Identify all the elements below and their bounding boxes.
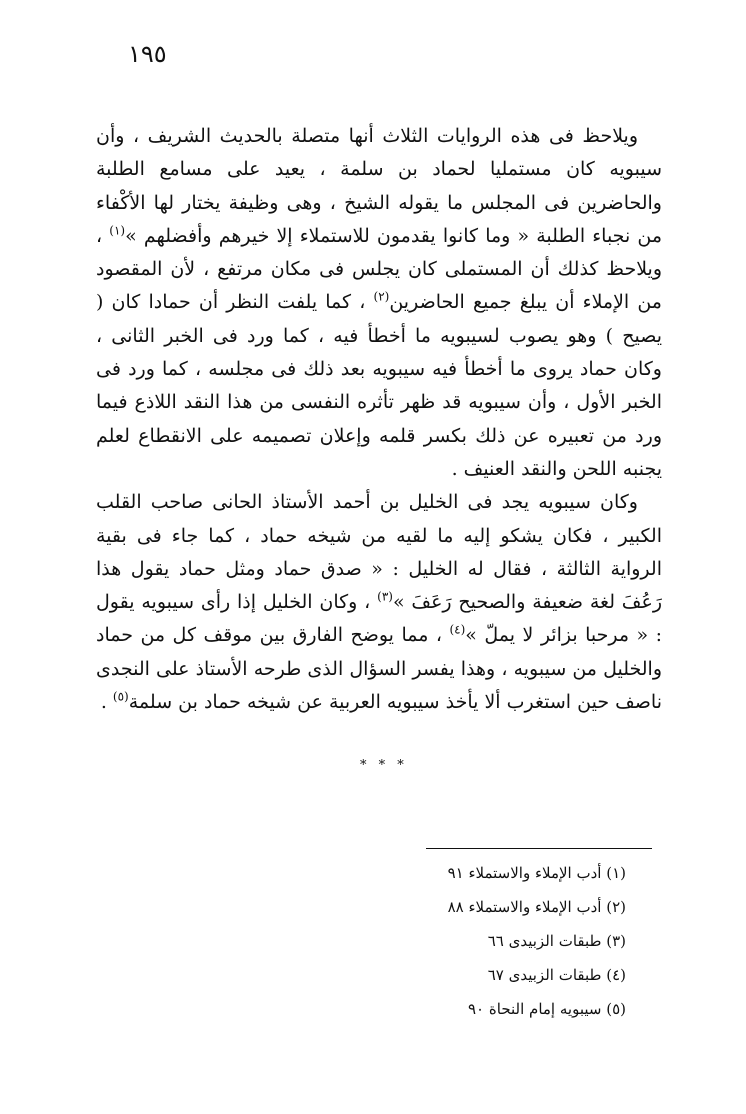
footnote: (١) أدب الإملاء والاستملاء ٩١ (447, 864, 626, 882)
paragraph (96, 486, 662, 719)
footnote-ref: (٥) (112, 689, 129, 704)
footnote-ref: (١) (109, 223, 126, 238)
footnote: (٤) طبقات الزبيدى ٦٧ (487, 966, 626, 984)
footnote-divider (426, 848, 652, 849)
text-segment: ، كما يلفت النظر أن حمادا كان ( يصيح ) وهو يصوب لسيبويه ما أخطأ فيه ، كما ورد فى الخبر الثانى ، وكان حماد يروى ما أخطأ فيه سيبويه بعد ذلك فى مجلسه ، كما ورد فى الخبر الأول ، وأن سيبويه قد ظهر تأثره النفسى من هذا النقد اللاذع فيما ورد من تعبيره عن ذلك بكسر قلمه وإعلان تصميمه على الانقطاع لعلم يجنبه اللحن والنقد العنيف . (96, 291, 662, 480)
section-separator: * * * (360, 758, 408, 773)
footnote: (٣) طبقات الزبيدى ٦٦ (487, 932, 626, 950)
text-segment: ، وكان الخليل إذا رأى سيبويه يقول : « مرحبا بزائر لا يملّ » (96, 591, 663, 647)
text-segment: . (100, 691, 113, 714)
footnote-ref: (٣) (377, 589, 393, 604)
text-segment: وكان سيبويه يجد فى الخليل بن أحمد الأستاذ الحانى صاحب القلب الكبير ، فكان يشكو إليه ما لقيه من شيخه حماد ، كما جاء فى بقية الرواية الثالثة ، فقال له الخليل : « صدق حماد ومثل حماد يقول هذا رَعُفَ لغة ضعيفة والصحيح رَعَفَ » (96, 491, 662, 614)
footnotes (400, 856, 626, 1026)
paragraph (96, 120, 662, 486)
footnote-ref: (٢) (373, 290, 390, 305)
footnote-ref: (٤) (449, 623, 466, 638)
text-segment: ويلاحظ فى هذه الروايات الثلاث أنها متصلة بالحديث الشريف ، وأن سيبويه كان مستمليا لحماد بن سلمة ، يعيد على مسامع الطلبة والحاضرين فى المجلس ما يقوله الشيخ ، وهى وظيفة يختار لها الأكْفاء من نجباء الطلبة « وما كانوا يقدمون للاستملاء إلا خيرهم وأفضلهم » (96, 125, 663, 247)
footnote: (٥) سيبويه إمام النحاة ٩٠ (468, 1000, 626, 1018)
page-number: ١٩٥ (128, 40, 167, 68)
text-segment: ، مما يوضح الفارق بين موقف كل من حماد والخليل من سيبويه ، وهذا يفسر السؤال الذى طرحه الأستاذ على النجدى ناصف حين استغرب ألا يأخذ سيبويه العربية عن شيخه حماد بن سلمة (96, 624, 662, 714)
text-segment: ، ويلاحظ كذلك أن المستملى كان يجلس فى مكان مرتفع ، لأن المقصود من الإملاء أن يبلغ جميع الحاضرين (96, 224, 662, 314)
body-text (96, 120, 662, 719)
footnote: (٢) أدب الإملاء والاستملاء ٨٨ (447, 898, 626, 916)
